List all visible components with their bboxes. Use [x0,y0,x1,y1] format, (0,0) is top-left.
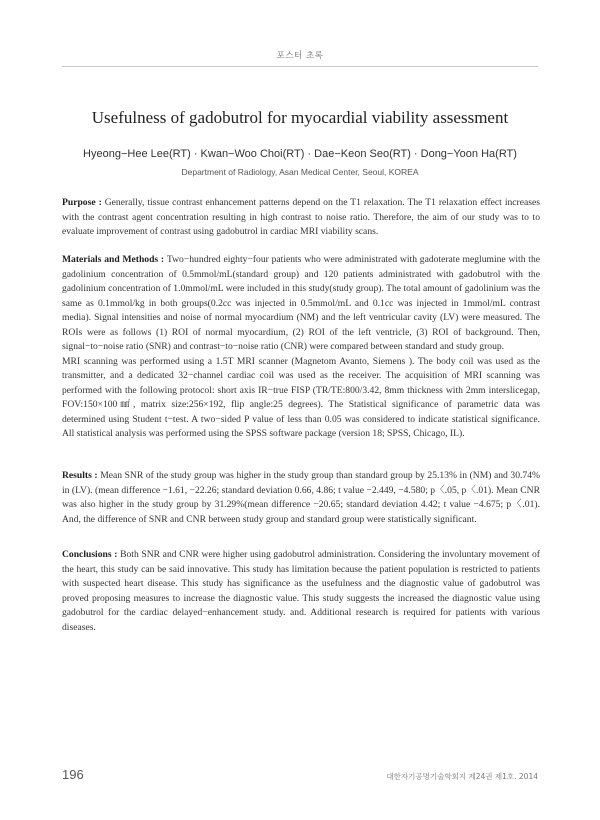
conclusions-heading: Conclusions : [62,549,121,560]
paper-title: Usefulness of gadobutrol for myocardial viability assessment [91,108,509,127]
results-heading: Results : [62,470,101,481]
purpose-text: Generally, tissue contrast enhancement patterns depend on the T1 relaxation. The T1 relaxation effect increases with the contrast agent concentration resulting in high contrast to noise ratio. Therefore, the aim of our study was to to evaluate improvement of contrast using gadobutrol in cardiac MRI viability scans. [62,197,540,237]
conclusions-section [62,548,540,635]
author-list: Hyeong−Hee Lee(RT) · Kwan−Woo Choi(RT) · Dae−Keon Seo(RT) · Dong−Yoon Ha(RT) [83,148,517,160]
methods-section [62,253,540,442]
section-header-label: 포스터 초록 [276,51,324,61]
conclusions-text: Both SNR and CNR were higher using gadobutrol administration. Considering the involuntary movement of the heart, this study can be said innovative. This study has limitation because the patient population is restricted to patients with suspected heart disease. This study has significance as the usefulness and the diagnostic value of gadobutrol was proved proposing measures to increase the diagnostic value. This study suggests the increased the diagnostic value using gadobutrol for the cardiac delayed−enhancement study. and. Additional research is required for patients with various diseases. [62,549,541,633]
header-divider [62,66,538,67]
affiliation: Department of Radiology, Asan Medical Center, Seoul, KOREA [181,167,419,177]
page-number: 196 [62,767,84,782]
purpose-heading: Purpose : [62,197,105,208]
results-section [62,469,540,527]
methods-text-2: MRI scanning was performed using a 1.5T MRI scanner (Magnetom Avanto, Siemens ). The body coil was used as the transmitter, and a dedicated 32−channel cardiac coil was used as the receiver. The acquisition of MRI scanning was performed with the following protocol: short axis IR−true FISP (TR/TE:800/3.42, 8mm thickness with 2mm interslicegap, FOV:150×100㎟, matrix size:256×192, flip angle:25 degrees). The Statistical significance of parametric data was determined using Student t−test. A two−sided P value of less than 0.05 was considered to indicate statistical significance. All statistical analysis was performed using the SPSS software package (version 18; SPSS, Chicago, IL). [62,355,540,439]
methods-heading: Materials and Methods : [62,254,167,265]
purpose-section [62,196,540,240]
methods-text-1: Two−hundred eighty−four patients who were administrated with gadoterate meglumine with the gadolinium concentration of 0.5mmol/mL(standard group) and 120 patients administrated with gadobutrol with the gadolinium concentration of 1.0mmol/mL were included in this study(study group). The total amount of gadolinium was the same as 0.1mmol/kg in both groups(0.2cc was injected in 0.5mmol/mL and 0.1cc was injected in 1mmol/mL contrast media). Signal intensities and noise of normal myocardium (NM) and the left ventricular cavity (LV) were measured. The ROIs were as follows (1) ROI of normal myocardium, (2) ROI of the left ventricle, (3) ROI of background. Then, signal−to−noise ratio (SNR) and contrast−to−noise ratio (CNR) were compared between standard and study group. [62,254,541,352]
journal-citation: 대한자기공명기술학회지 제24권 제1호. 2014 [386,772,538,781]
results-text: Mean SNR of the study group was higher in the study group than standard group by 25.13% in (NM) and 30.74% in (LV). (mean difference −1.61, −22.26; standard deviation 0.66, 4.86; t value −2.449, −4.580; p〈.05, p〈.01). Mean CNR was also higher in the study group by 31.29%(mean difference −20.65; standard deviation 4.42; t value −4.675; p〈.01). And, the difference of SNR and CNR between study group and standard group were statistically significant. [62,470,540,525]
